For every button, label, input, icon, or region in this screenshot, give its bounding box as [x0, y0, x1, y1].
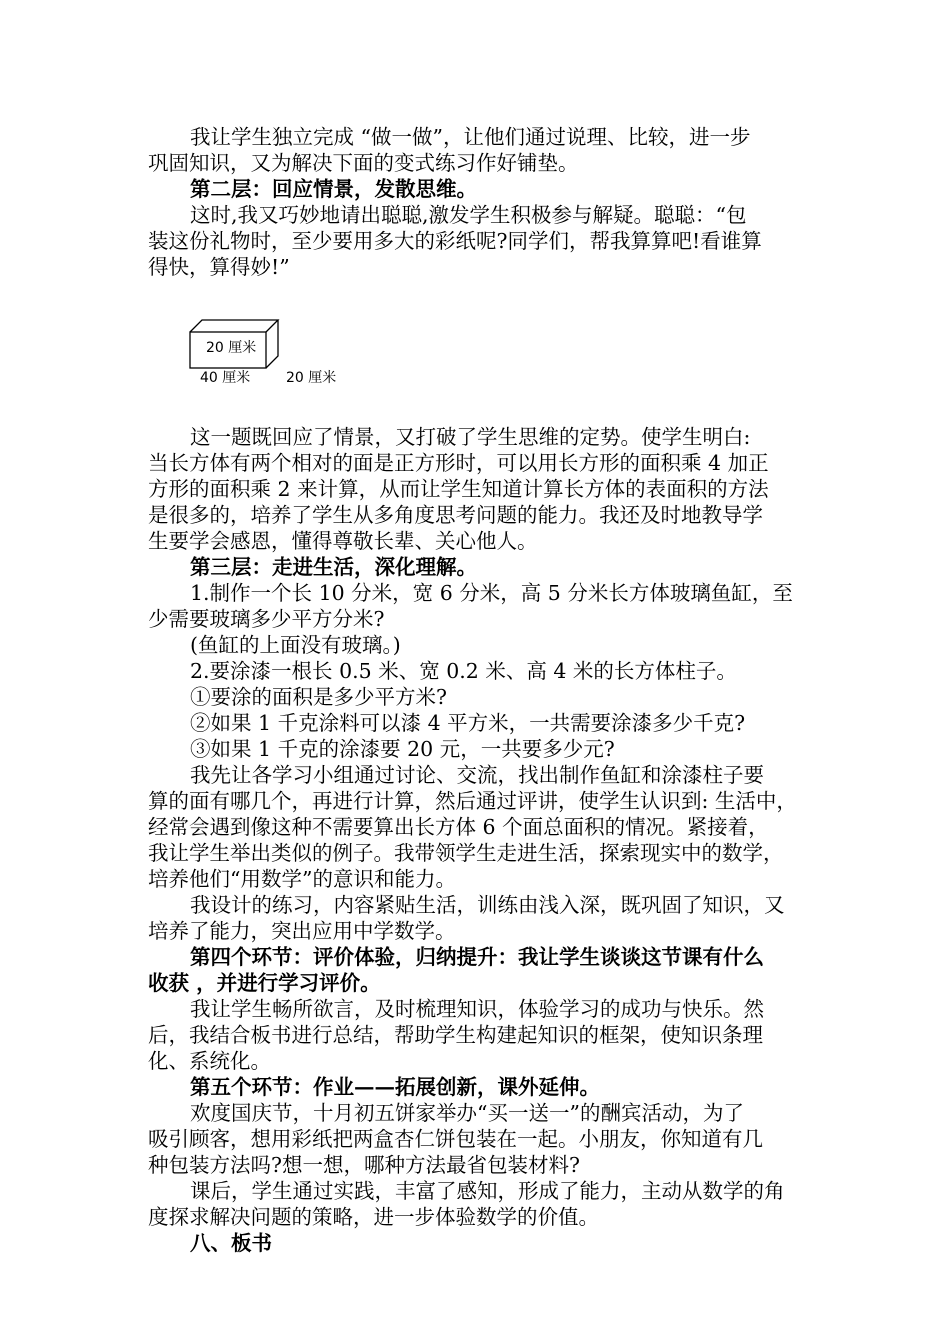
- paragraph-line: 吸引顾客，想用彩纸把两盒杏仁饼包装在一起。小朋友，你知道有几: [148, 1127, 763, 1151]
- paragraph-line: 化、系统化。: [148, 1049, 271, 1073]
- paragraph-line: 我让学生畅所欲言，及时梳理知识，体验学习的成功与快乐。然: [190, 997, 764, 1021]
- section-heading: 八、板书: [190, 1231, 272, 1255]
- section-heading: 第四个环节：评价体验，归纳提升：我让学生谈谈这节课有什么: [190, 945, 764, 969]
- paragraph-line: 这一题既回应了情景，又打破了学生思维的定势。使学生明白:: [190, 425, 751, 449]
- paragraph-line: 少需要玻璃多少平方分米?: [148, 607, 385, 631]
- cuboid-figure: [180, 312, 370, 392]
- paragraph-line: 得快，算得妙!”: [148, 255, 290, 279]
- paragraph-line: 种包装方法吗?想一想，哪种方法最省包装材料?: [148, 1153, 580, 1177]
- paragraph-line: (鱼缸的上面没有玻璃。): [190, 633, 401, 657]
- paragraph-line: 培养他们“用数学”的意识和能力。: [148, 867, 456, 891]
- paragraph-line: 1.制作一个长 10 分米，宽 6 分米，高 5 分米长方体玻璃鱼缸，至: [190, 581, 793, 605]
- paragraph-line: ①要涂的面积是多少平方米?: [190, 685, 447, 709]
- paragraph-line: 经常会遇到像这种不需要算出长方体 6 个面总面积的情况。紧接着，: [148, 815, 769, 839]
- paragraph-line: 是很多的，培养了学生从多角度思考问题的能力。我还及时地教导学: [148, 503, 763, 527]
- paragraph-line: 2.要涂漆一根长 0.5 米、宽 0.2 米、高 4 米的长方体柱子。: [190, 659, 737, 683]
- paragraph-line: 欢度国庆节，十月初五饼家举办“买一送一”的酬宾活动，为了: [190, 1101, 744, 1125]
- paragraph-line: ③如果 1 千克的涂漆要 20 元，一共要多少元?: [190, 737, 615, 761]
- height-label: 20 厘米: [206, 340, 257, 356]
- paragraph-line: ②如果 1 千克涂料可以漆 4 平方米，一共需要涂漆多少千克?: [190, 711, 746, 735]
- paragraph-line: 后，我结合板书进行总结，帮助学生构建起知识的框架，使知识条理: [148, 1023, 763, 1047]
- paragraph-line: 方形的面积乘 2 来计算，从而让学生知道计算长方体的表面积的方法: [148, 477, 769, 501]
- section-heading: 第五个环节：作业——拓展创新，课外延伸。: [190, 1075, 600, 1099]
- paragraph-line: 我设计的练习，内容紧贴生活，训练由浅入深，既巩固了知识，又: [190, 893, 785, 917]
- paragraph-line: 这时,我又巧妙地请出聪聪,激发学生积极参与解疑。聪聪：“包: [190, 203, 747, 227]
- section-heading: 第三层：走进生活，深化理解。: [190, 555, 477, 579]
- paragraph-line: 培养了能力，突出应用中学数学。: [148, 919, 456, 943]
- paragraph-line: 我让学生举出类似的例子。我带领学生走进生活，探索现实中的数学，: [148, 841, 784, 865]
- section-heading: 收获 ，并进行学习评价。: [148, 971, 381, 995]
- paragraph-line: 装这份礼物时，至少要用多大的彩纸呢?同学们，帮我算算吧!看谁算: [148, 229, 762, 253]
- paragraph-line: 我先让各学习小组通过讨论、交流，找出制作鱼缸和涂漆柱子要: [190, 763, 764, 787]
- length-label: 40 厘米: [200, 370, 251, 386]
- paragraph-line: 巩固知识，又为解决下面的变式练习作好铺垫。: [148, 151, 579, 175]
- width-label: 20 厘米: [286, 370, 337, 386]
- paragraph-line: 当长方体有两个相对的面是正方形时，可以用长方形的面积乘 4 加正: [148, 451, 769, 475]
- section-heading: 第二层：回应情景，发散思维。: [190, 177, 477, 201]
- paragraph-line: 度探求解决问题的策略，进一步体验数学的价值。: [148, 1205, 599, 1229]
- paragraph-line: 生要学会感恩，懂得尊敬长辈、关心他人。: [148, 529, 538, 553]
- paragraph-line: 课后，学生通过实践，丰富了感知，形成了能力，主动从数学的角: [190, 1179, 785, 1203]
- paragraph-line: 算的面有哪几个，再进行计算，然后通过评讲，使学生认识到: 生活中，: [148, 789, 797, 813]
- paragraph-line: 我让学生独立完成 “做一做”，让他们通过说理、比较，进一步: [190, 125, 751, 149]
